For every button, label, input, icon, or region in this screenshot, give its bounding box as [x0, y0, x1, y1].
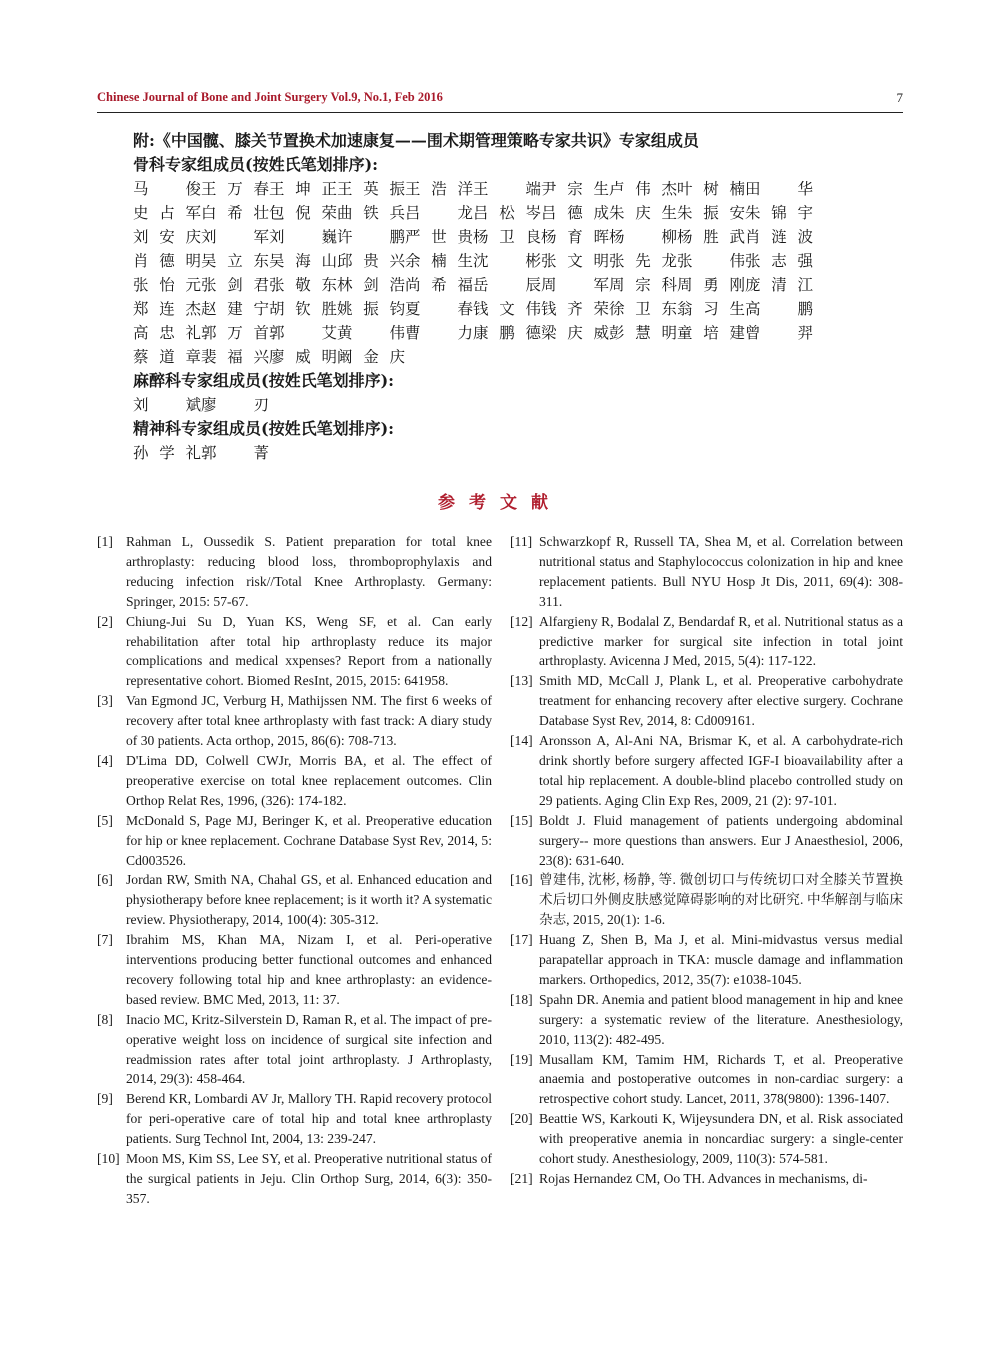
member-name: 姚振钧	[337, 300, 405, 318]
reference-text: Beattie WS, Karkouti K, Wijeysundera DN, et al. Risk associated with preoperative anemia in noncardiac surgery: a single-center cohort study. Anesthesiology, 2009, 110(3): 574-581.	[539, 1111, 903, 1167]
member-name: 王浩洋	[405, 180, 473, 198]
reference-text: Spahn DR. Anemia and patient blood management in hip and knee surgery: a systematic review of the literature. Anesthesiology, 2010, 113(2): 482-495.	[539, 991, 903, 1047]
reference-text: Musallam KM, Tamim HM, Richards T, et al. Preoperative anaemia and postoperative outcomes in non-cardiac surgery: a retrospective cohort study. Lancet, 2011, 378(9800): 1396-1407.	[539, 1051, 903, 1107]
reference-text: Aronsson A, Al-Ani NA, Brismar K, et al. A carbohydrate-rich drink shortly before surgery affected IGF-I bioavailability after a total hip replacement. A double-blind placebo controlled study on 29 patients. Aging Clin Exp Res, 2009, 21 (2): 97-101.	[539, 733, 903, 808]
member-name: 曲铁兵	[337, 204, 405, 222]
member-name: 邱贵兴	[337, 252, 405, 270]
member-name: 翁习生	[677, 300, 745, 318]
reference-item	[510, 990, 903, 1050]
member-name: 廖威明	[269, 348, 337, 366]
reference-number: [6]	[97, 872, 113, 888]
member-name: 吕松岑	[473, 204, 541, 222]
reference-text: Rahman L, Oussedik S. Patient preparation for total knee arthroplasty: reducing blood loss, thromboprophylaxis and reducing infection risk//Total Knee Arthroplasty. Germany: Springer, 2015: 57-67.	[126, 534, 492, 609]
reference-item	[510, 870, 903, 930]
reference-text: Schwarzkopf R, Russell TA, Shea M, et al. Correlation between nutritional status and Staphylococcus colonization in hip and knee replacement patients. Bull NYU Hosp Jt Dis, 2011, 69(4): 308-311.	[539, 534, 903, 609]
reference-item	[97, 870, 492, 930]
member-name: 王万春	[201, 180, 269, 198]
reference-number: [17]	[510, 932, 533, 948]
member-name: 孙学礼	[133, 444, 201, 462]
anesthesiology-member-list	[133, 393, 813, 417]
member-name: 沈 彬	[473, 252, 541, 270]
member-name: 马 俊	[133, 180, 201, 198]
member-name: 肖涟波	[745, 228, 813, 246]
reference-number: [8]	[97, 1011, 113, 1027]
member-name: 严世贵	[405, 228, 473, 246]
member-name: 庞清江	[745, 276, 813, 294]
reference-number: [13]	[510, 673, 533, 689]
reference-item	[510, 1050, 903, 1110]
reference-item	[510, 930, 903, 990]
references-left-column	[97, 532, 492, 1209]
reference-item	[97, 1089, 492, 1149]
member-name: 卢伟杰	[609, 180, 677, 198]
references-heading: 参考文献	[438, 493, 562, 513]
reference-item	[97, 691, 492, 751]
orthopedics-member-list	[133, 177, 813, 369]
member-name: 阚金庆	[337, 348, 405, 366]
anesthesiology-heading: 麻醉科专家组成员(按姓氏笔划排序):	[133, 371, 395, 390]
member-name: 郭 艾	[269, 324, 337, 342]
member-name: 吴海山	[269, 252, 337, 270]
member-name: 张文明	[541, 252, 609, 270]
member-name: 赵建宁	[201, 300, 269, 318]
reference-text: Smith MD, McCall J, Plank L, et al. Preoperative carbohydrate treatment for enhancing recovery after elective surgery. Cochrane Database Syst Rev, 2014, 8: Cd009161.	[539, 673, 903, 729]
orthopedics-heading: 骨科专家组成员(按姓氏笔划排序):	[133, 155, 379, 174]
member-name: 郭万首	[201, 324, 269, 342]
reference-number: [9]	[97, 1091, 113, 1107]
member-name: 高 鹏	[745, 300, 813, 318]
member-name: 钱齐荣	[541, 300, 609, 318]
member-name: 朱振安	[677, 204, 745, 222]
member-name: 廖 刃	[201, 396, 269, 414]
member-name: 余楠生	[405, 252, 473, 270]
reference-item	[510, 811, 903, 871]
member-name: 童培建	[677, 324, 745, 342]
member-name: 康鹏德	[473, 324, 541, 342]
member-name: 胡钦胜	[269, 300, 337, 318]
reference-item	[97, 532, 492, 612]
member-name: 林剑浩	[337, 276, 405, 294]
reference-number: [2]	[97, 613, 113, 629]
reference-text: Huang Z, Shen B, Ma J, et al. Mini-midvastus versus medial parapatellar approach in TKA: muscle damage and inflammation markers. Orthopedics, 2012, 35(7): e1038-1045.	[539, 932, 903, 987]
member-name: 朱庆生	[609, 204, 677, 222]
member-name: 吴立东	[201, 252, 269, 270]
member-name: 曾 羿	[745, 324, 813, 342]
member-name: 黄 伟	[337, 324, 405, 342]
member-name: 叶树楠	[677, 180, 745, 198]
reference-text: Rojas Hernandez CM, Oo TH. Advances in mechanisms, di-	[539, 1171, 868, 1186]
member-name: 高忠礼	[133, 324, 201, 342]
member-name: 张敬东	[269, 276, 337, 294]
reference-number: [21]	[510, 1171, 533, 1186]
reference-number: [20]	[510, 1111, 533, 1127]
member-name: 刘 斌	[133, 396, 201, 414]
member-name: 尹宗生	[541, 180, 609, 198]
member-name: 王坤正	[269, 180, 337, 198]
member-name: 白希壮	[201, 204, 269, 222]
member-name: 王 端	[473, 180, 541, 198]
reference-text: Ibrahim MS, Khan MA, Nizam I, et al. Peri-operative interventions producing better functional outcomes and enhanced recovery following total hip and knee arthroplasty: an evidence-based review. BMC Med, 2013, 11: 37.	[126, 932, 492, 1007]
member-name: 周宗科	[609, 276, 677, 294]
member-name: 吕 龙	[405, 204, 473, 222]
reference-item	[97, 612, 492, 692]
member-name: 张怡元	[133, 276, 201, 294]
reference-number: [10]	[97, 1151, 120, 1167]
appendix-title: 附:《中国髋、膝关节置换术加速康复——围术期管理策略专家共识》专家组成员	[133, 131, 699, 150]
member-name: 张 伟	[677, 252, 745, 270]
member-name: 尚希福	[405, 276, 473, 294]
member-name: 周 军	[541, 276, 609, 294]
reference-text: Moon MS, Kim SS, Lee SY, et al. Preoperative nutritional status of the surgical patients in Jeju. Clin Orthop Surg, 2014, 6(3): 350-357.	[126, 1151, 492, 1206]
psychiatry-member-list	[133, 441, 813, 465]
reference-item	[510, 1169, 903, 1189]
member-name: 张志强	[745, 252, 813, 270]
member-name: 夏 春	[405, 300, 473, 318]
member-name: 郑连杰	[133, 300, 201, 318]
member-name: 吕德成	[541, 204, 609, 222]
member-name: 梁庆威	[541, 324, 609, 342]
member-name: 张剑君	[201, 276, 269, 294]
reference-item	[97, 930, 492, 1010]
reference-number: [7]	[97, 932, 113, 948]
reference-number: [14]	[510, 733, 533, 749]
reference-number: [18]	[510, 991, 533, 1007]
member-name: 刘 军	[201, 228, 269, 246]
member-name: 王英振	[337, 180, 405, 198]
member-name: 包倪荣	[269, 204, 337, 222]
member-name: 杨 柳	[609, 228, 677, 246]
reference-text: Chiung-Jui Su D, Yuan KS, Weng SF, et al. Can early rehabilitation after total hip arthroplasty reduce its major complications and medical xxpenses? Report from a nationally representative cohort. Biomed ResInt, 2015, 2015: 641958.	[126, 613, 492, 689]
member-name: 史占军	[133, 204, 201, 222]
psychiatry-heading: 精神科专家组成员(按姓氏笔划排序):	[133, 419, 395, 438]
reference-number: [16]	[510, 872, 533, 888]
member-name: 张先龙	[609, 252, 677, 270]
references-right-column	[510, 532, 903, 1189]
reference-text: Jordan RW, Smith NA, Chahal GS, et al. Enhanced education and physiotherapy before knee replacement; is it worth it? A systematic review. Physiotherapy, 2014, 100(4): 305-312.	[126, 872, 492, 928]
member-name: 杨育晖	[541, 228, 609, 246]
member-name: 裴福兴	[201, 348, 269, 366]
reference-item	[510, 1109, 903, 1169]
reference-text: McDonald S, Page MJ, Beringer K, et al. Preoperative education for hip or knee replacement. Cochrane Database Syst Rev, 2014, 5: Cd003526.	[126, 812, 492, 868]
reference-number: [19]	[510, 1051, 533, 1067]
reference-item	[97, 751, 492, 811]
member-name: 杨胜武	[677, 228, 745, 246]
reference-item	[97, 1010, 492, 1090]
member-name: 郭 菁	[201, 444, 269, 462]
member-name: 蔡道章	[133, 348, 201, 366]
reference-item	[97, 811, 492, 871]
reference-text: 曾建伟, 沈彬, 杨静, 等. 微创切口与传统切口对全膝关节置换术后切口外侧皮肤感觉障碍影响的对比研究. 中华解剖与临床杂志, 2015, 20(1): 1-6.	[539, 872, 903, 928]
member-name: 曹 力	[405, 324, 473, 342]
reference-number: [15]	[510, 812, 533, 828]
member-name: 徐卫东	[609, 300, 677, 318]
member-name: 刘安庆	[133, 228, 201, 246]
reference-number: [4]	[97, 752, 113, 768]
reference-text: Berend KR, Lombardi AV Jr, Mallory TH. Rapid recovery protocol for peri-operative care of total hip and total knee arthroplasty patients. Surg Technol Int, 2004, 13: 239-247.	[126, 1091, 492, 1147]
member-name: 岳 辰	[473, 276, 541, 294]
reference-number: [11]	[510, 534, 533, 549]
running-header	[97, 90, 903, 113]
reference-text: D'Lima DD, Colwell CWJr, Morris BA, et al. The effect of preoperative exercise on total knee replacement outcomes. Clin Orthop Relat Res, 1996, (326): 174-182.	[126, 752, 492, 808]
member-name: 钱文伟	[473, 300, 541, 318]
member-name: 许 鹏	[337, 228, 405, 246]
reference-item	[510, 532, 903, 612]
page-number: 7	[896, 90, 903, 105]
reference-number: [1]	[97, 534, 113, 549]
reference-text: Van Egmond JC, Verburg H, Mathijssen NM. The first 6 weeks of recovery after total knee arthroplasty with fast track: A diary study of 30 patients. Acta orthop, 2015, 86(6): 708-713.	[126, 693, 492, 749]
member-name: 肖德明	[133, 252, 201, 270]
reference-item	[510, 731, 903, 811]
reference-text: Alfargieny R, Bodalal Z, Bendardaf R, et al. Nutritional status as a predictive marker for surgical site infection in total joint arthroplasty. Avicenna J Med, 2015, 5(4): 117-122.	[539, 613, 903, 669]
member-name: 彭慧明	[609, 324, 677, 342]
member-name: 杨卫良	[473, 228, 541, 246]
member-name: 周勇刚	[677, 276, 745, 294]
reference-item	[510, 612, 903, 672]
reference-text: Inacio MC, Kritz-Silverstein D, Raman R, et al. The impact of pre-operative weight loss on incidence of surgical site infection and readmission rates after total joint arthroplasty. J Arthroplasty, 2014, 29(3): 458-464.	[126, 1011, 492, 1087]
reference-number: [12]	[510, 613, 533, 629]
reference-text: Boldt J. Fluid management of patients undergoing abdominal surgery-- more questions than answers. Eur J Anaesthesiol, 2006, 23(8): 631-640.	[539, 812, 903, 868]
member-name: 刘 巍	[269, 228, 337, 246]
member-name: 朱锦宇	[745, 204, 813, 222]
member-name: 田 华	[745, 180, 813, 198]
reference-number: [5]	[97, 812, 113, 828]
expert-panel-appendix	[133, 128, 833, 465]
reference-item	[510, 671, 903, 731]
reference-item	[97, 1149, 492, 1209]
reference-number: [3]	[97, 693, 113, 709]
journal-title: Chinese Journal of Bone and Joint Surgery Vol.9, No.1, Feb 2016	[97, 90, 443, 104]
